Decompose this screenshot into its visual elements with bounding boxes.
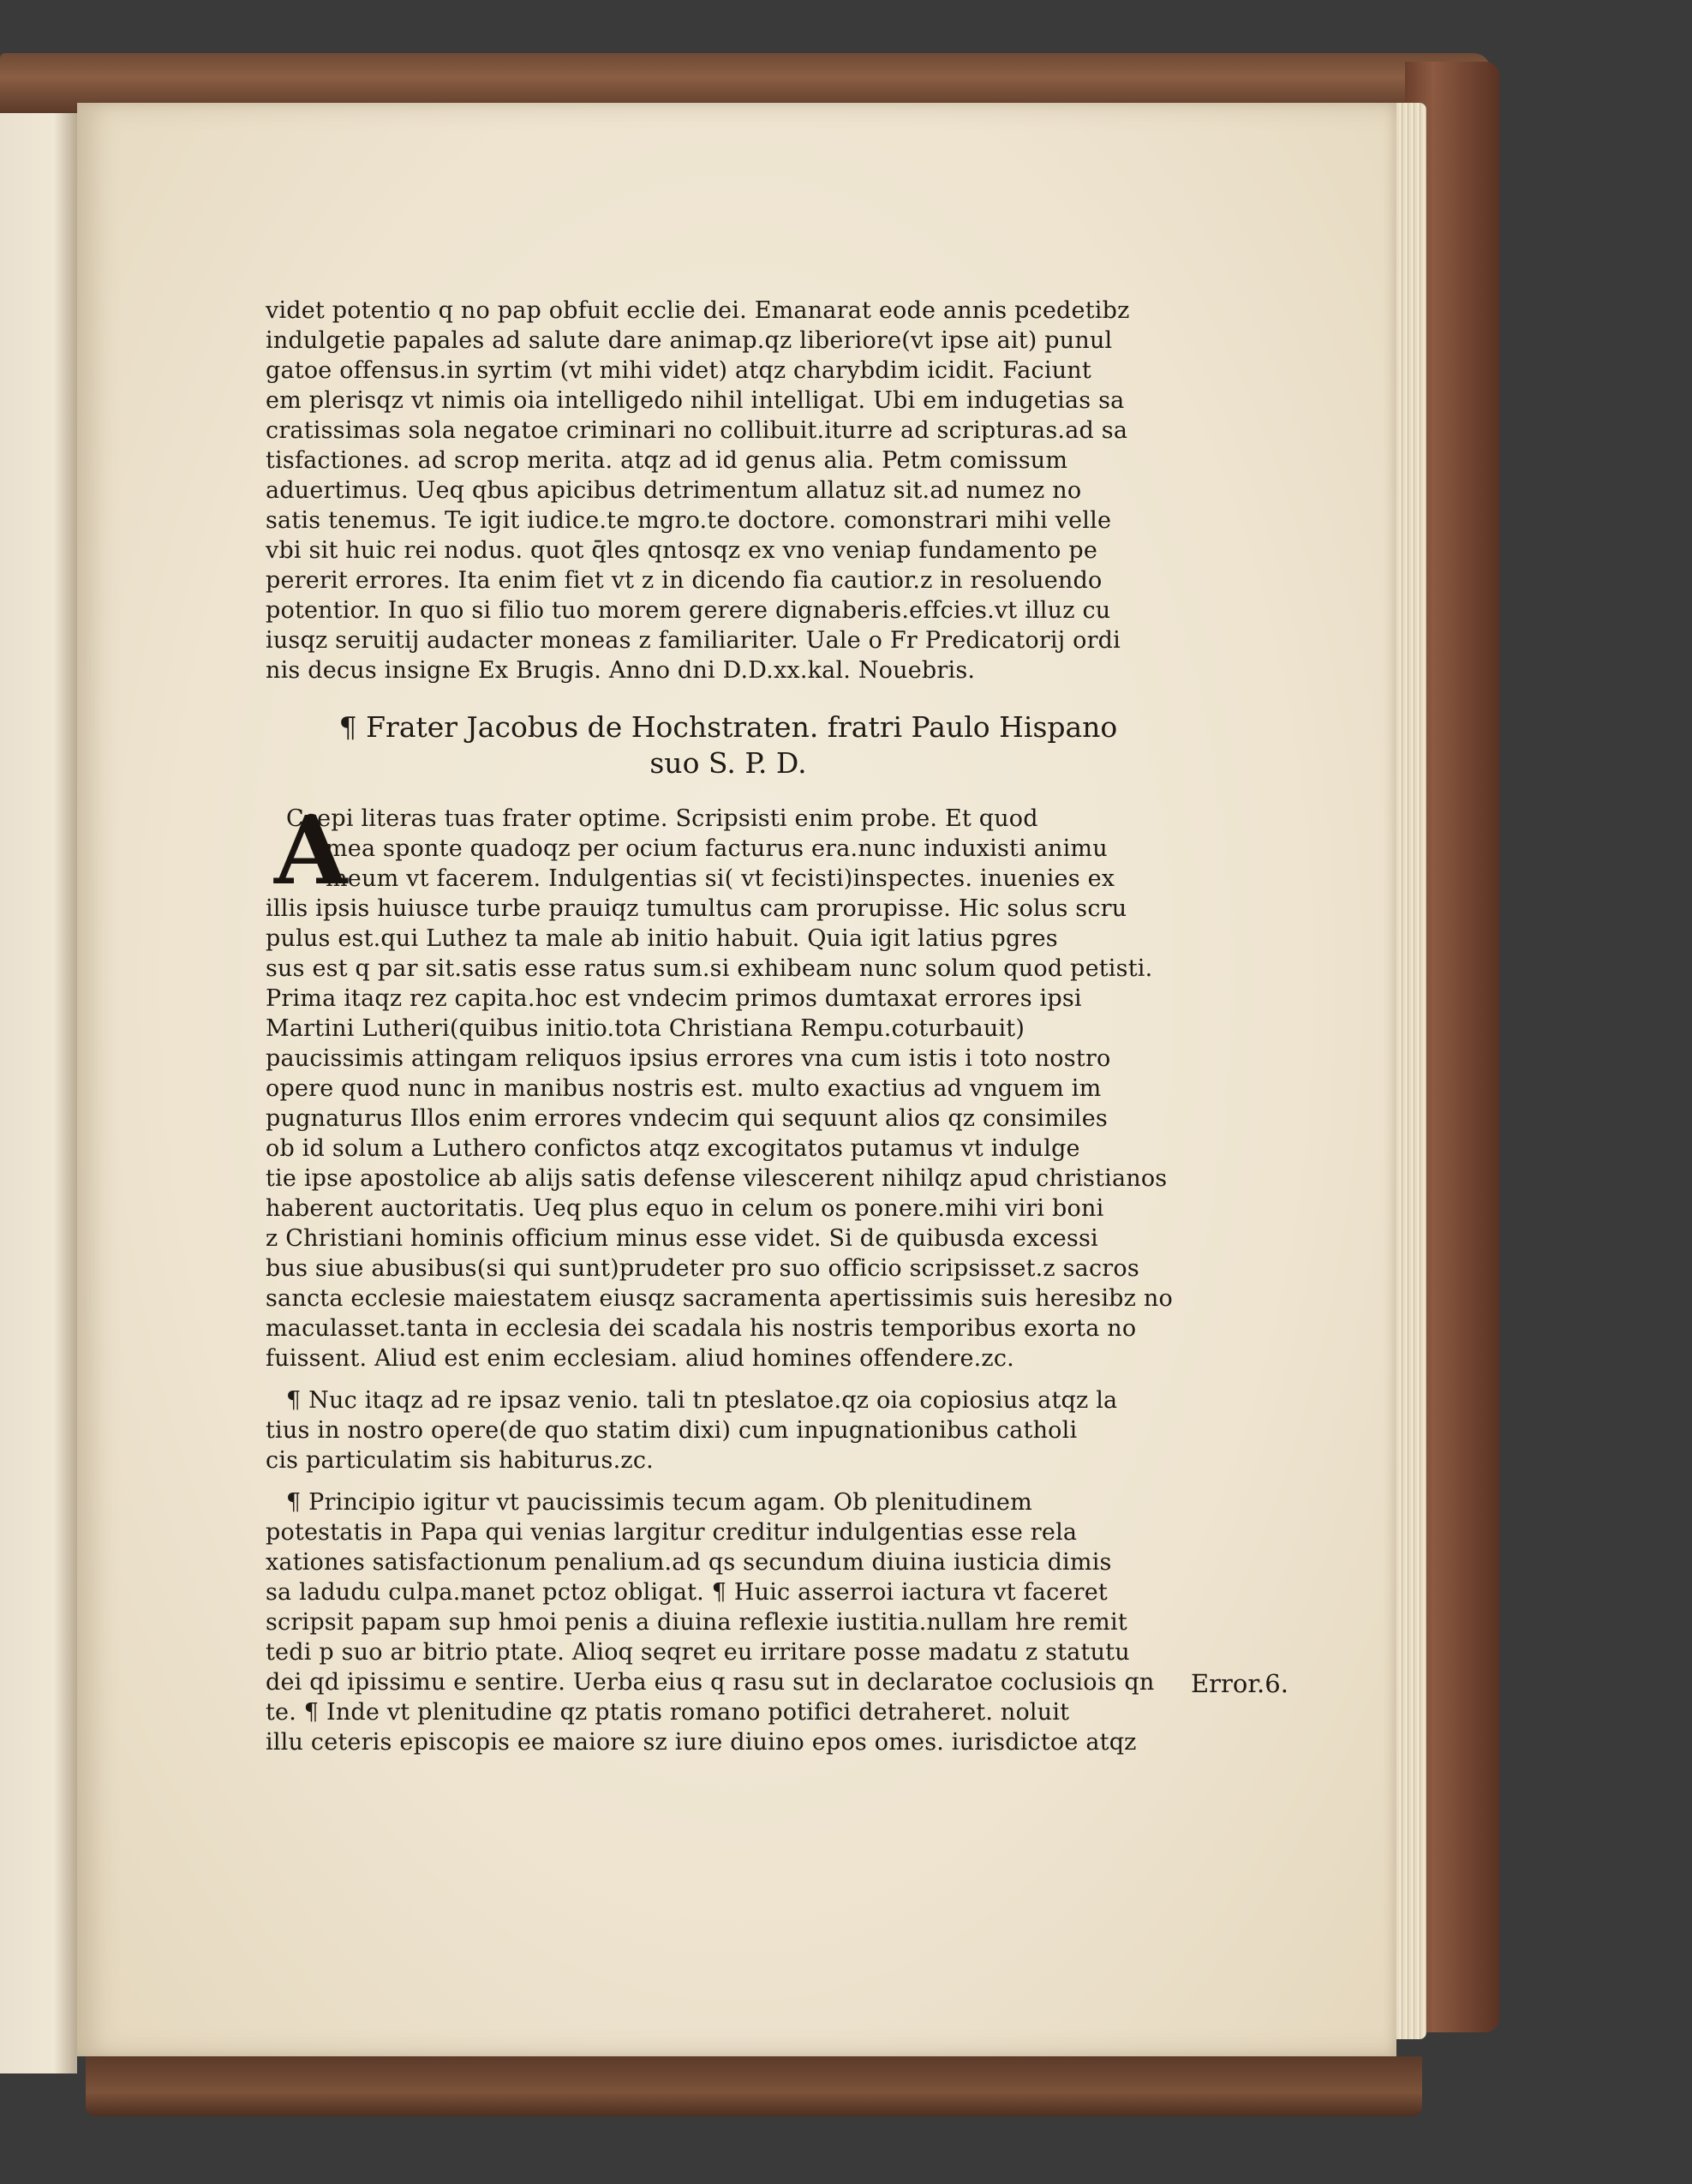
text-line: te. ¶ Inde vt plenitudine qz ptatis romano potifici detraheret. noluit bbox=[266, 1699, 1070, 1726]
margin-note: Error.6. bbox=[1191, 1669, 1288, 1698]
paragraph-principio bbox=[266, 1487, 1191, 1757]
text-line: videt potentio q no pap obfuit ecclie dei. Emanarat eode annis pcedetibz bbox=[266, 297, 1130, 324]
text-line: tedi p suo ar bitrio ptate. Alioq seqret eu irritare posse madatu z statutu bbox=[266, 1639, 1130, 1666]
heading-line: ¶ Frater Jacobus de Hochstraten. fratri Paulo Hispano bbox=[338, 710, 1118, 744]
text-line: gatoe offensus.in syrtim (vt mihi videt) atqz charybdim icidit. Faciunt bbox=[266, 357, 1091, 384]
text-line: bus siue abusibus(si qui sunt)prudeter pro suo officio scripsisset.z sacros bbox=[266, 1255, 1139, 1282]
text-line: fuissent. Aliud est enim ecclesiam. aliud homines offendere.zc. bbox=[266, 1345, 1014, 1372]
text-line: tie ipse apostolice ab alijs satis defense vilescerent nihilqz apud christianos bbox=[266, 1165, 1168, 1192]
text-line: sus est q par sit.satis esse ratus sum.si exhibeam nunc solum quod petisti. bbox=[266, 955, 1153, 982]
text-line: tisfactiones. ad scrop merita. atqz ad id genus alia. Petm comissum bbox=[266, 447, 1068, 474]
text-line: meum vt facerem. Indulgentias si( vt fecisti)inspectes. inuenies ex bbox=[326, 865, 1115, 892]
text-line: pererit errores. Ita enim fiet vt z in dicendo fia cautior.z in resoluendo bbox=[266, 567, 1103, 594]
text-line: pugnaturus Illos enim errores vndecim qui sequunt alios qz consimiles bbox=[266, 1105, 1108, 1132]
text-line: sa ladudu culpa.manet pctoz obligat. ¶ Huic asserroi iactura vt faceret bbox=[266, 1579, 1108, 1606]
text-line: satis tenemus. Te igit iudice.te mgro.te doctore. comonstrari mihi velle bbox=[266, 507, 1112, 534]
text-line: cis particulatim sis habiturus.zc. bbox=[266, 1447, 654, 1474]
text-line: paucissimis attingam reliquos ipsius errores vna cum istis i toto nostro bbox=[266, 1045, 1111, 1072]
heading-line: suo S. P. D. bbox=[649, 746, 807, 780]
left-page-edge bbox=[0, 111, 77, 2073]
text-line: haberent auctoritatis. Ueq plus equo in celum os ponere.mihi viri boni bbox=[266, 1195, 1104, 1222]
text-line: nis decus insigne Ex Brugis. Anno dni D.D.xx.kal. Nouebris. bbox=[266, 657, 976, 684]
paragraph-main bbox=[266, 795, 1191, 1373]
text-line: iusqz seruitij audacter moneas z familiariter. Uale o Fr Predicatorij ordi bbox=[266, 627, 1121, 654]
text-line: potentior. In quo si filio tuo morem gerere dignaberis.effcies.vt illuz cu bbox=[266, 597, 1111, 624]
text-line: illu ceteris episcopis ee maiore sz iure diuino epos omes. iurisdictoe atqz bbox=[266, 1729, 1137, 1756]
letter-heading bbox=[266, 709, 1191, 781]
text-line: dei qd ipissimu e sentire. Uerba eius q rasu sut in declaratoe coclusiois qn bbox=[266, 1669, 1155, 1696]
text-line: em plerisqz vt nimis oia intelligedo nihil intelligat. Ubi em indugetias sa bbox=[266, 387, 1125, 414]
text-line: Martini Lutheri(quibus initio.tota Christiana Rempu.coturbauit) bbox=[266, 1015, 1025, 1042]
text-line: tius in nostro opere(de quo statim dixi) cum inpugnationibus catholi bbox=[266, 1417, 1078, 1444]
binding-bottom bbox=[86, 2056, 1422, 2116]
text-line: xationes satisfactionum penalium.ad qs secundum diuina iusticia dimis bbox=[266, 1549, 1112, 1576]
paragraph-letter-close bbox=[266, 296, 1191, 685]
text-line: Prima itaqz rez capita.hoc est vndecim primos dumtaxat errores ipsi bbox=[266, 985, 1082, 1012]
text-line: maculasset.tanta in ecclesia dei scadala his nostris temporibus exorta no bbox=[266, 1315, 1137, 1342]
text-line: ¶ Principio igitur vt paucissimis tecum agam. Ob plenitudinem bbox=[286, 1489, 1032, 1516]
text-line: potestatis in Papa qui venias largitur creditur indulgentias esse rela bbox=[266, 1519, 1078, 1546]
text-line: cratissimas sola negatoe criminari no collibuit.iturre ad scripturas.ad sa bbox=[266, 417, 1128, 444]
text-line: ¶ Nuc itaqz ad re ipsaz venio. tali tn pteslatoe.qz oia copiosius atqz la bbox=[286, 1387, 1118, 1414]
text-line: Ccepi literas tuas frater optime. Scripsisti enim probe. Et quod bbox=[286, 805, 1038, 832]
text-line: indulgetie papales ad salute dare animap.qz liberiore(vt ipse ait) punul bbox=[266, 327, 1113, 354]
text-line: scripsit papam sup hmoi penis a diuina reflexie iustitia.nullam hre remit bbox=[266, 1609, 1127, 1636]
text-line: z Christiani hominis officium minus esse videt. Si de quibusda excessi bbox=[266, 1225, 1098, 1252]
text-line: ob id solum a Luthero confictos atqz excogitatos putamus vt indulge bbox=[266, 1135, 1080, 1162]
page-text bbox=[266, 296, 1191, 1757]
text-line: pulus est.qui Luthez ta male ab initio habuit. Quia igit latius pgres bbox=[266, 925, 1058, 952]
text-line: opere quod nunc in manibus nostris est. multo exactius ad vnguem im bbox=[266, 1075, 1102, 1102]
text-line: illis ipsis huiusce turbe prauiqz tumultus cam prorupisse. Hic solus scru bbox=[266, 895, 1127, 922]
paragraph-nunc bbox=[266, 1385, 1191, 1475]
text-line: vbi sit huic rei nodus. quot q̄les qntosqz ex vno veniap fundamento pe bbox=[266, 537, 1098, 564]
text-line: sancta ecclesie maiestatem eiusqz sacramenta apertissimis suis heresibz no bbox=[266, 1285, 1173, 1312]
text-line: mea sponte quadoqz per ocium facturus era.nunc induxisti animu bbox=[326, 835, 1108, 862]
drop-cap: A bbox=[274, 795, 348, 906]
text-line: aduertimus. Ueq qbus apicibus detrimentum allatuz sit.ad numez no bbox=[266, 477, 1082, 504]
